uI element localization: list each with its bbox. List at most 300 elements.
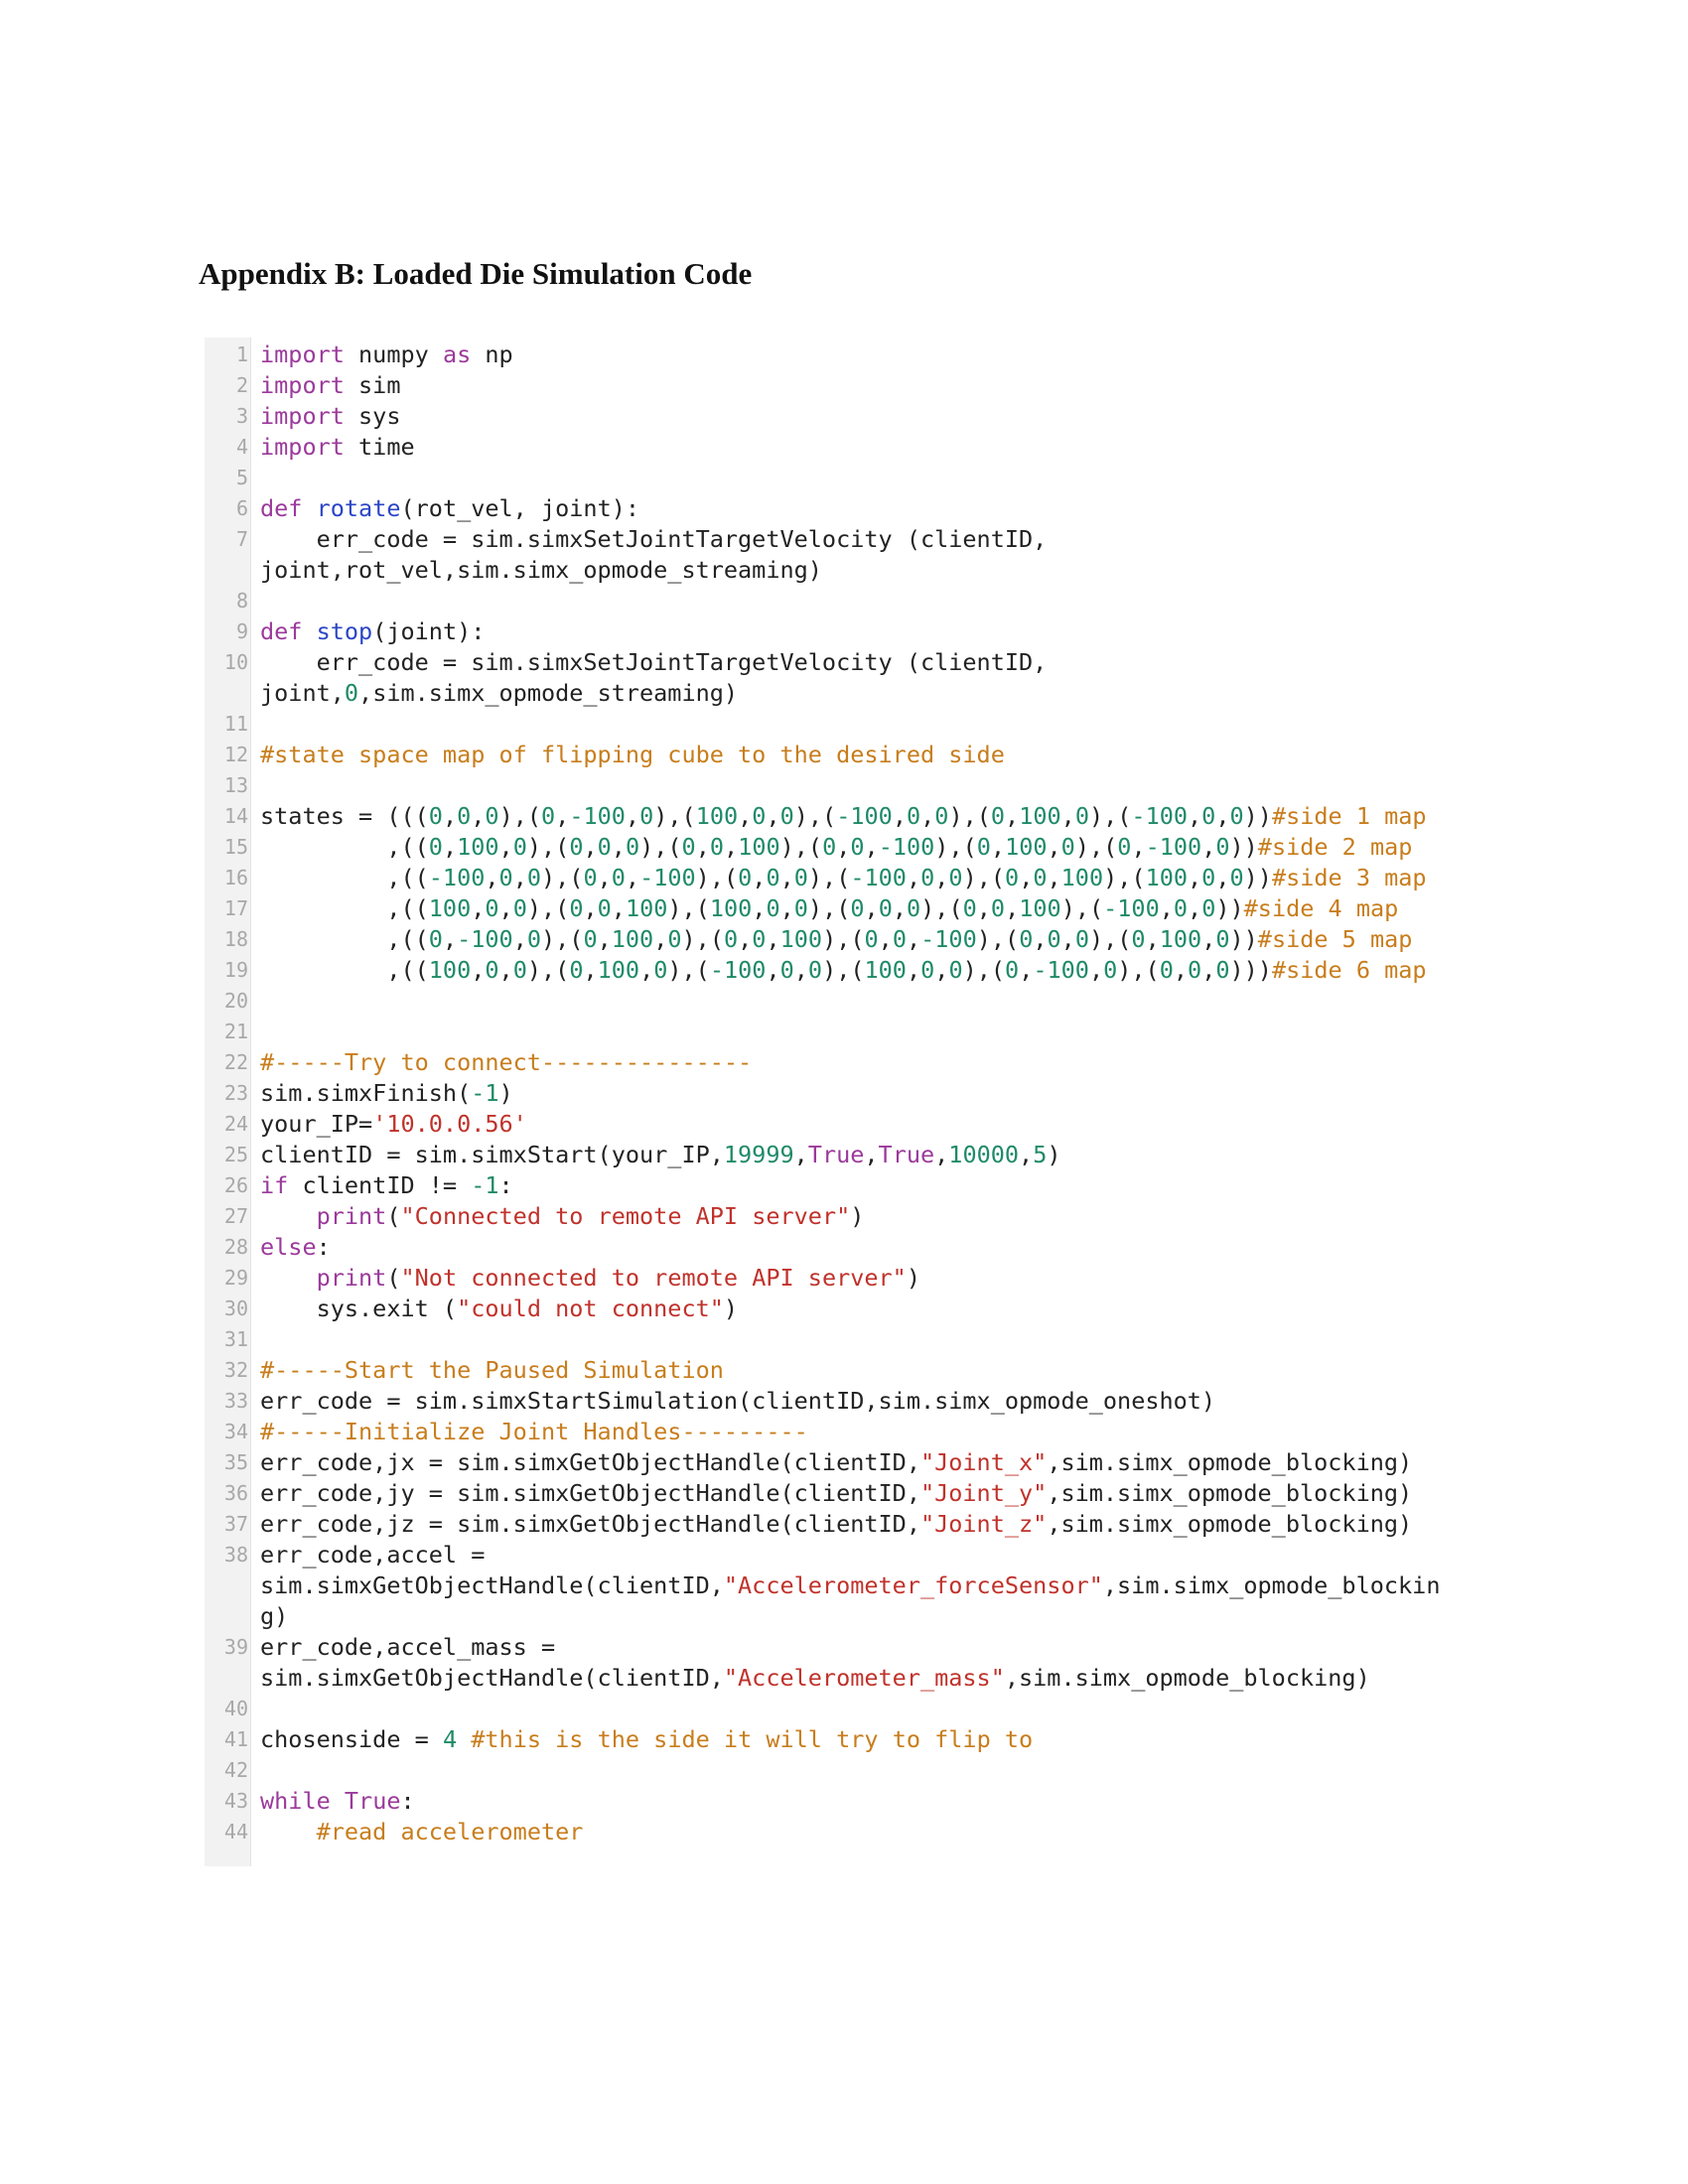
code-token: 0: [1033, 864, 1048, 891]
code-token: :: [498, 1171, 513, 1199]
code-token: 0: [1005, 864, 1020, 891]
code-token: "Joint_x": [919, 1448, 1048, 1476]
code-token: ),(: [541, 864, 584, 891]
code-line: [205, 678, 1485, 709]
code-token: 0: [1201, 802, 1216, 830]
code-token: #-----Start the Paused Simulation: [260, 1356, 724, 1384]
code-token: 0: [948, 864, 963, 891]
code-token: ),(: [1074, 833, 1118, 861]
code-token: 0: [597, 833, 612, 861]
code-token: else: [260, 1233, 317, 1261]
code-token: import: [260, 341, 345, 368]
code-token: ,: [906, 925, 921, 953]
code-token: 0: [569, 956, 584, 984]
code-text: [260, 647, 1047, 678]
code-token: ,: [583, 833, 598, 861]
code-token: -100: [457, 925, 513, 953]
code-token: [302, 617, 316, 645]
code-token: -1: [471, 1171, 499, 1199]
code-line: [205, 1047, 1485, 1078]
code-token: 100: [457, 833, 499, 861]
code-text: [260, 1232, 331, 1263]
code-token: ),(: [541, 925, 584, 953]
code-token: 0: [752, 802, 767, 830]
code-token: 100: [1060, 864, 1104, 891]
code-token: ),(: [498, 802, 542, 830]
code-token: ,: [1145, 925, 1160, 953]
line-number: 26: [223, 1173, 248, 1197]
code-token: def: [260, 494, 303, 522]
code-token: 100: [597, 956, 640, 984]
code-token: 0: [667, 925, 682, 953]
code-token: 0: [864, 925, 879, 953]
code-token: 0: [1005, 956, 1020, 984]
code-token: 0: [948, 956, 963, 984]
code-token: (rot_vel, joint):: [400, 494, 640, 522]
line-number: 5: [235, 466, 248, 489]
code-token: 0: [1229, 864, 1244, 891]
code-token: ): [723, 1295, 739, 1322]
code-token: ,: [1088, 956, 1104, 984]
code-token: ,: [1173, 956, 1189, 984]
code-text: [260, 1601, 288, 1632]
code-token: ,: [738, 802, 753, 830]
appendix-heading: Appendix B: Loaded Die Simulation Code: [199, 256, 753, 291]
code-text: [260, 863, 1427, 893]
code-token: 100: [428, 956, 472, 984]
code-token: ,: [471, 956, 486, 984]
code-line: [205, 1632, 1485, 1663]
code-token: 0: [428, 925, 443, 953]
code-token: True: [878, 1141, 935, 1168]
code-token: 0: [934, 802, 949, 830]
code-text: [260, 432, 415, 463]
code-token: import: [260, 371, 345, 399]
code-text: [260, 1632, 555, 1663]
code-line: [205, 1170, 1485, 1201]
code-token: 0: [457, 802, 472, 830]
code-token: 0: [1201, 894, 1216, 922]
code-token: ,: [1047, 864, 1061, 891]
code-line: [205, 801, 1485, 832]
code-token: ),(: [1088, 802, 1132, 830]
code-token: ,: [442, 802, 458, 830]
code-token: 0: [512, 894, 527, 922]
code-token: -100: [920, 925, 977, 953]
code-text: [260, 1447, 1412, 1478]
code-token: ),(: [807, 864, 851, 891]
line-number: 8: [235, 589, 248, 613]
code-token: ),(: [976, 925, 1020, 953]
code-token: )): [1229, 925, 1258, 953]
code-token: ,: [498, 833, 513, 861]
code-token: -100: [836, 802, 893, 830]
line-number: 15: [223, 835, 248, 859]
code-token: 0: [962, 894, 977, 922]
code-line: [205, 1017, 1485, 1047]
line-number: 43: [223, 1789, 248, 1813]
code-text: [260, 955, 1427, 986]
code-token: 0: [723, 925, 739, 953]
code-line: [205, 1509, 1485, 1540]
code-token: ): [1047, 1141, 1061, 1168]
code-text: [260, 1294, 738, 1324]
code-token: -100: [1103, 894, 1160, 922]
code-token: 0: [1215, 925, 1230, 953]
line-number: 18: [223, 927, 248, 951]
code-token: 0: [850, 894, 865, 922]
code-token: 0: [569, 833, 584, 861]
code-token: while: [260, 1787, 331, 1815]
code-token: ,: [1159, 894, 1174, 922]
code-token: ),(: [962, 956, 1006, 984]
code-line: [205, 1663, 1485, 1694]
code-token: ,: [1060, 802, 1075, 830]
code-token: ,: [1047, 833, 1061, 861]
code-line: [205, 340, 1485, 370]
code-token: ,: [1201, 956, 1216, 984]
code-token: ,: [738, 925, 753, 953]
code-line: [205, 1540, 1485, 1570]
code-token: 0: [990, 894, 1006, 922]
code-token: 0: [779, 802, 794, 830]
code-token: ,: [1188, 802, 1202, 830]
code-token: 0: [597, 894, 612, 922]
line-number: 29: [223, 1266, 248, 1290]
code-token: #side 4 map: [1243, 894, 1399, 922]
code-token: 0: [625, 833, 640, 861]
line-number: 16: [223, 866, 248, 889]
code-token: err_code = sim.simxSetJointTargetVelocity (clientID,: [260, 648, 1048, 676]
code-line: [205, 1601, 1485, 1632]
code-text: [260, 1170, 513, 1201]
code-text: [260, 893, 1398, 924]
code-token: ),(: [681, 925, 724, 953]
code-token: -100: [1033, 956, 1089, 984]
code-token: #state space map of flipping cube to the desired side: [260, 741, 1005, 768]
code-text: [260, 493, 639, 524]
line-number: 30: [223, 1297, 248, 1320]
code-text: [260, 1540, 485, 1570]
code-token: sim.simxGetObjectHandle(clientID,: [260, 1571, 724, 1599]
code-line: [205, 863, 1485, 893]
code-token: ),(: [695, 864, 739, 891]
code-token: 100: [1159, 925, 1202, 953]
code-token: ,: [512, 925, 527, 953]
code-token: ,: [976, 894, 991, 922]
code-token: 0: [990, 802, 1006, 830]
code-token: def: [260, 617, 303, 645]
code-token: ,: [1005, 802, 1020, 830]
code-token: ,sim.simx_opmode_blocking): [1004, 1664, 1370, 1692]
code-token: ),(: [920, 894, 963, 922]
code-token: 100: [611, 925, 654, 953]
code-token: )): [1229, 833, 1258, 861]
code-token: ,: [653, 925, 668, 953]
code-token: [302, 494, 316, 522]
code-token: [260, 1202, 317, 1230]
code-token: 0: [1188, 956, 1202, 984]
line-number: 28: [223, 1235, 248, 1259]
code-token: err_code,jy = sim.simxGetObjectHandle(clientID,: [260, 1479, 920, 1507]
line-number: 10: [223, 650, 248, 674]
code-token: -1: [471, 1079, 499, 1107]
code-line: [205, 740, 1485, 770]
line-number: 4: [235, 435, 248, 459]
code-line: [205, 1078, 1485, 1109]
code-token: :: [400, 1787, 415, 1815]
code-token: 0: [1103, 956, 1118, 984]
code-token: ,: [498, 956, 513, 984]
code-token: ),(: [1117, 956, 1160, 984]
code-token: ,: [779, 894, 794, 922]
code-token: ,: [1201, 925, 1216, 953]
code-token: (joint):: [372, 617, 486, 645]
code-token: ,: [934, 864, 949, 891]
code-line: [205, 955, 1485, 986]
code-token: ): [906, 1264, 920, 1292]
code-token: 0: [526, 925, 541, 953]
code-token: 100: [779, 925, 823, 953]
code-token: '10.0.0.56': [372, 1110, 527, 1138]
line-number: 11: [223, 712, 248, 736]
code-text: [260, 1386, 1215, 1417]
code-token: g): [260, 1602, 289, 1630]
code-token: 0: [1019, 925, 1034, 953]
line-number: 9: [235, 619, 248, 643]
line-number: 23: [223, 1081, 248, 1105]
code-token: ,: [1188, 864, 1202, 891]
code-token: 0: [583, 864, 598, 891]
code-token: ): [850, 1202, 865, 1230]
code-text: [260, 1078, 513, 1109]
code-token: err_code = sim.simxSetJointTargetVelocity (clientID,: [260, 525, 1048, 553]
code-token: 0: [583, 925, 598, 953]
code-text: [260, 740, 1005, 770]
code-token: 4: [442, 1725, 458, 1753]
code-token: 0: [920, 864, 935, 891]
code-token: ,: [1005, 894, 1020, 922]
code-token: ,: [793, 1141, 808, 1168]
code-line: [205, 893, 1485, 924]
code-token: ,: [766, 802, 780, 830]
line-number: 27: [223, 1204, 248, 1228]
code-text: [260, 1140, 1061, 1170]
code-line: [205, 401, 1485, 432]
code-token: 0: [793, 864, 808, 891]
code-token: err_code,jx = sim.simxGetObjectHandle(clientID,: [260, 1448, 920, 1476]
code-token: ,: [766, 956, 780, 984]
code-token: 0: [807, 956, 823, 984]
code-token: 100: [1019, 894, 1061, 922]
code-token: 19999: [723, 1141, 794, 1168]
code-token: "Joint_z": [919, 1510, 1048, 1538]
code-token: 0: [1131, 925, 1146, 953]
code-token: 0: [569, 894, 584, 922]
code-token: ),(: [653, 802, 696, 830]
code-token: 0: [611, 864, 626, 891]
code-text: [260, 524, 1047, 555]
line-number: 37: [223, 1512, 248, 1536]
code-token: 0: [1201, 864, 1216, 891]
code-token: [331, 1787, 345, 1815]
code-token: 0: [1215, 956, 1230, 984]
code-token: ,: [1033, 925, 1048, 953]
code-token: ),(: [1103, 864, 1146, 891]
code-token: ,((: [260, 894, 429, 922]
code-token: print: [316, 1202, 387, 1230]
code-token: ,: [639, 956, 654, 984]
code-text: [260, 1570, 1440, 1601]
line-number: 41: [223, 1727, 248, 1751]
code-line: [205, 432, 1485, 463]
code-token: 0: [498, 864, 513, 891]
code-token: ,: [625, 802, 640, 830]
code-line: [205, 1324, 1485, 1355]
code-token: 0: [1074, 925, 1089, 953]
code-token: ,: [625, 864, 640, 891]
code-line: [205, 1232, 1485, 1263]
code-token: -100: [878, 833, 935, 861]
code-line: [205, 1447, 1485, 1478]
code-token: ,: [597, 925, 612, 953]
code-token: ,((: [260, 864, 429, 891]
code-token: -100: [709, 956, 767, 984]
code-line: [205, 1478, 1485, 1509]
code-token: import: [260, 402, 345, 430]
line-number: 39: [223, 1635, 248, 1659]
code-line: [205, 986, 1485, 1017]
code-text: [260, 1417, 808, 1447]
code-token: [260, 1264, 317, 1292]
code-token: -100: [1131, 802, 1189, 830]
code-token: ,: [583, 894, 598, 922]
code-token: -100: [1145, 833, 1202, 861]
code-token: 0: [1159, 956, 1174, 984]
code-line: [205, 647, 1485, 678]
code-token: ),(: [962, 864, 1006, 891]
code-token: ),(: [526, 894, 570, 922]
code-token: ),(: [779, 833, 823, 861]
code-token: 100: [695, 802, 739, 830]
code-token: #side 1 map: [1271, 802, 1427, 830]
code-token: ,: [836, 833, 851, 861]
code-line: [205, 1694, 1485, 1724]
code-token: 0: [639, 802, 654, 830]
code-text: [260, 1509, 1412, 1540]
code-line: [205, 1109, 1485, 1140]
code-token: "Not connected to remote API server": [400, 1264, 907, 1292]
code-token: 0: [485, 802, 499, 830]
code-token: ,: [1215, 802, 1230, 830]
code-token: 0: [428, 833, 443, 861]
code-token: ,: [724, 833, 739, 861]
code-token: ,: [471, 802, 486, 830]
code-token: 5: [1033, 1141, 1048, 1168]
code-token: 0: [1215, 833, 1230, 861]
code-token: ),(: [793, 802, 837, 830]
code-token: -100: [850, 864, 907, 891]
code-token: clientID !=: [288, 1171, 472, 1199]
code-line: [205, 1140, 1485, 1170]
code-token: ,: [597, 864, 612, 891]
code-token: ,sim.simx_opmode_blocking): [1047, 1479, 1413, 1507]
code-token: time: [344, 433, 415, 461]
code-token: 0: [428, 802, 443, 830]
code-text: [260, 1201, 864, 1232]
code-token: ,: [555, 802, 570, 830]
code-token: ),(: [807, 894, 851, 922]
code-text: [260, 401, 400, 432]
code-token: print: [316, 1264, 387, 1292]
code-token: 0: [907, 894, 921, 922]
line-number: 13: [223, 773, 248, 797]
code-line: [205, 1755, 1485, 1786]
code-token: 0: [653, 956, 668, 984]
code-text: [260, 832, 1412, 863]
code-token: "Joint_y": [919, 1479, 1048, 1507]
code-token: ,: [906, 956, 921, 984]
code-token: err_code,jz = sim.simxGetObjectHandle(clientID,: [260, 1510, 920, 1538]
code-token: 0: [485, 956, 499, 984]
code-text: [260, 1263, 920, 1294]
code-line: [205, 1570, 1485, 1601]
code-line: [205, 586, 1485, 616]
code-token: True: [344, 1787, 401, 1815]
code-token: 0: [512, 956, 527, 984]
code-token: 100: [625, 894, 668, 922]
code-token: #side 6 map: [1271, 956, 1427, 984]
code-token: 100: [864, 956, 907, 984]
code-token: ),(: [526, 956, 570, 984]
code-token: 100: [428, 894, 472, 922]
line-number: 32: [223, 1358, 248, 1382]
code-token: 0: [920, 956, 935, 984]
code-token: 0: [822, 833, 837, 861]
code-token: ),(: [639, 833, 682, 861]
code-token: 0: [766, 864, 780, 891]
code-token: 0: [906, 802, 921, 830]
code-text: [260, 678, 738, 709]
code-token: sys: [344, 402, 401, 430]
line-number: 21: [223, 1020, 248, 1043]
code-line: [205, 1294, 1485, 1324]
code-token: joint,rot_vel,sim.simx_opmode_streaming): [260, 556, 822, 584]
code-token: 0: [738, 864, 753, 891]
code-text: [260, 1478, 1412, 1509]
code-token: -100: [428, 864, 486, 891]
line-number: 20: [223, 989, 248, 1013]
code-token: 0: [878, 894, 893, 922]
code-token: ,((: [260, 925, 429, 953]
code-token: ,: [1131, 833, 1146, 861]
code-token: 0: [892, 925, 907, 953]
code-line: [205, 616, 1485, 647]
code-token: ,((: [260, 833, 429, 861]
code-token: ),(: [822, 956, 865, 984]
code-listing: [205, 338, 1485, 1866]
code-text: [260, 924, 1412, 955]
code-token: ,: [442, 833, 458, 861]
code-line: [205, 1817, 1485, 1847]
code-token: states = (((: [260, 802, 429, 830]
code-token: #read accelerometer: [316, 1818, 584, 1845]
code-token: 100: [1005, 833, 1048, 861]
code-token: 100: [1019, 802, 1061, 830]
code-token: 0: [752, 925, 767, 953]
code-token: ),(: [667, 894, 710, 922]
code-token: "Accelerometer_forceSensor": [723, 1571, 1103, 1599]
